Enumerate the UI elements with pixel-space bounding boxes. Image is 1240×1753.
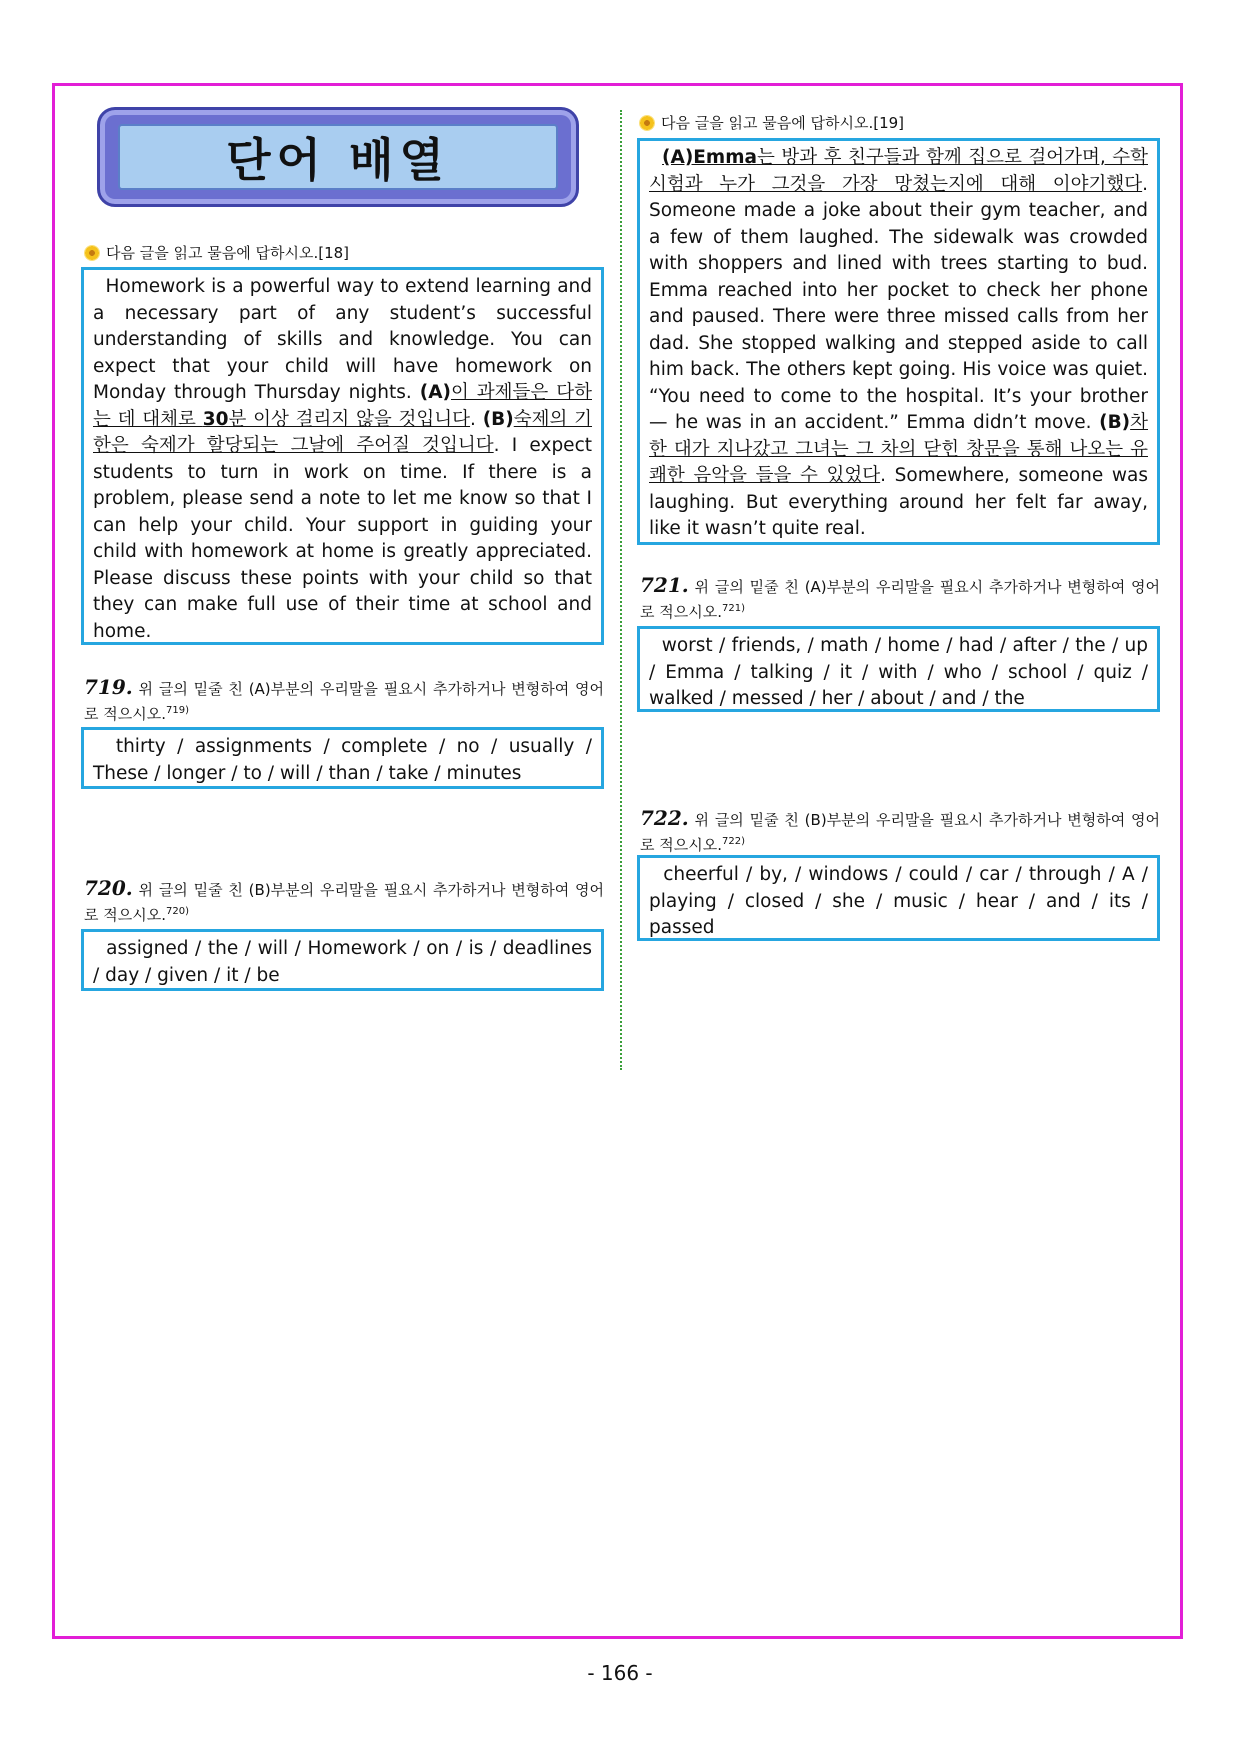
word-bank-719: thirty / assignments / complete / no / usually / These / longer / to / will / than / take / minutes [93,736,592,784]
right-passage: (A)Emma는 방과 후 친구들과 함께 집으로 걸어가며, 수학 시험과 누가 그것을 가장 망쳤는지에 대해 이야기했다. Someone made a joke about their gym teacher, and a few of them laughed. The sidewalk was crowded with shoppers and lined with trees starting to bud. Emma reached into her pocket to check her phone and paused. There were three missed calls from her dad. She stopped walking and stepped aside to call him back. The others kept going. His voice was quiet. “You need to come to the hospital. It’s your brother — he was in an accident.” Emma didn’t move. (B)차 한 대가 지나갔고 그녀는 그 차의 닫힌 창문을 통해 나오는 유쾌한 음악을 들을 수 있었다. Somewhere, someone was laughing. But everything around her felt far away, like it wasn’t quite real. [649,147,1148,539]
title-inner [118,124,558,190]
right-passage-box [637,138,1160,545]
question-719: 719. 위 글의 밑줄 친 (A)부분의 우리말을 필요시 추가하거나 변형하여 영어로 적으시오.$^{719)}$ [84,675,604,723]
word-bank-721: worst / friends, / math / home / had / after / the / up / Emma / talking / it / with / who / school / quiz / walked / messed / her / about / and / the [649,635,1148,709]
answer-box-720 [81,929,604,991]
column-divider [620,110,622,1070]
underline-b: 숙제의 기한은 숙제가 할당되는 그날에 주어질 것입니다 [93,408,593,456]
page-title: 단어 배열 [226,133,450,187]
flower-icon [84,245,100,261]
page-number: - 166 - [587,1661,653,1685]
answer-box-721 [637,626,1160,712]
question-721: 721. 위 글의 밑줄 친 (A)부분의 우리말을 필요시 추가하거나 변형하여 영어로 적으시오.$^{721)}$ [640,573,1160,621]
underline-a: 이 과제들은 다하는 데 대체로 30분 이상 걸리지 않을 것입니다 [93,382,592,430]
left-instruction-text: 다음 글을 읽고 물음에 답하시오.[18] [106,244,350,262]
word-bank-722: cheerful / by, / windows / could / car / through / A / playing / closed / she / music / hear / and / its / passed [649,864,1148,938]
right-instruction-text: 다음 글을 읽고 물음에 답하시오.[19] [661,114,905,132]
right-instruction [639,112,904,133]
question-720: 720. 위 글의 밑줄 친 (B)부분의 우리말을 필요시 추가하거나 변형하여 영어로 적으시오.$^{720)}$ [84,876,604,924]
answer-box-722 [637,855,1160,941]
underline-a-right: (A)Emma는 방과 후 친구들과 함께 집으로 걸어가며, 수학 시험과 누가 그것을 가장 망쳤는지에 대해 이야기했다 [649,147,1148,195]
answer-box-719 [81,727,604,789]
left-passage: Homework is a powerful way to extend learning and a necessary part of any student’s successful understanding of skills and knowledge. You can expect that your child will have homework on Monday through Thursday nights. (A)이 과제들은 다하는 데 대체로 30분 이상 걸리지 않을 것입니다. (B)숙제의 기한은 숙제가 할당되는 그날에 주어질 것입니다. I expect students to turn in work on time. If there is a problem, please send a note to let me know so that I can help your child. Your support in guiding your child with homework at home is greatly appreciated. Please discuss these points with your child so that they can make full use of their time at school and home. [93,276,593,642]
left-passage-box [81,267,604,645]
flower-icon [639,115,655,131]
underline-b-right: 차 한 대가 지나갔고 그녀는 그 차의 닫힌 창문을 통해 나오는 유쾌한 음악을 들을 수 있었다 [649,412,1148,486]
question-722: 722. 위 글의 밑줄 친 (B)부분의 우리말을 필요시 추가하거나 변형하여 영어로 적으시오.$^{722)}$ [640,806,1160,854]
word-bank-720: assigned / the / will / Homework / on / is / deadlines / day / given / it / be [93,938,592,986]
left-instruction [84,242,349,263]
title-badge [97,107,579,207]
